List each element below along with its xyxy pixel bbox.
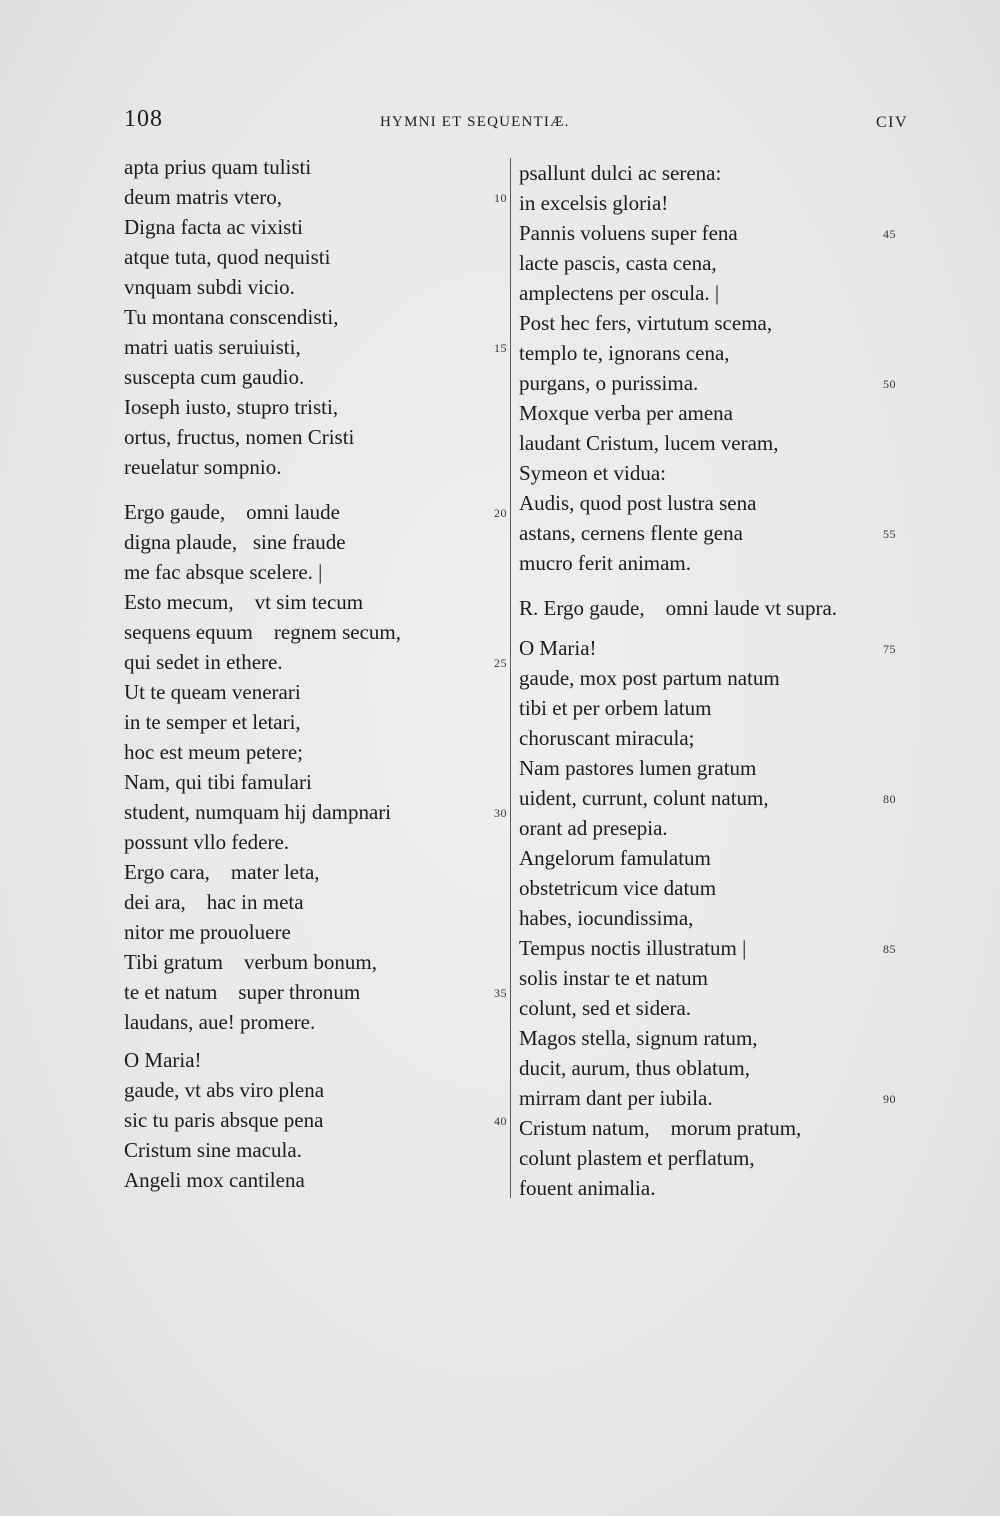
verse-line: Moxque verba per amena: [519, 401, 733, 425]
verse-line: orant ad presepia.: [519, 816, 668, 840]
verse-line: O Maria!: [124, 1048, 202, 1072]
verse-line: Tempus noctis illustratum |: [519, 936, 747, 960]
verse-line: Angelorum famulatum: [519, 846, 711, 870]
line-number: 85: [883, 942, 896, 956]
line-number: 80: [883, 792, 896, 806]
line-number: 45: [883, 227, 896, 241]
line-number: 35: [494, 986, 507, 1000]
verse-line: mirram dant per iubila.: [519, 1086, 713, 1110]
line-number: 30: [494, 806, 507, 820]
line-number: 55: [883, 527, 896, 541]
page-number: 108: [124, 106, 163, 132]
verse-line: laudant Cristum, lucem veram,: [519, 431, 779, 455]
verse-line: templo te, ignorans cena,: [519, 341, 730, 365]
verse-line: reuelatur sompnio.: [124, 455, 282, 479]
verse-line: apta prius quam tulisti: [124, 155, 312, 179]
verse-line: deum matris vtero,: [124, 185, 283, 209]
line-number: 50: [883, 377, 896, 391]
verse-line: digna plaude, sine fraude: [124, 530, 346, 554]
line-number: 15: [494, 341, 507, 355]
verse-line: sic tu paris absque pena: [124, 1108, 324, 1132]
verse-line: Ut te queam venerari: [124, 680, 301, 704]
verse-line: uident, currunt, colunt natum,: [519, 786, 769, 810]
verse-line: Ergo cara, mater leta,: [124, 860, 320, 884]
verse-line: astans, cernens flente gena: [519, 521, 743, 545]
verse-line: hoc est meum petere;: [124, 740, 304, 764]
verse-line: Tibi gratum verbum bonum,: [124, 950, 377, 974]
verse-line: fouent animalia.: [519, 1176, 656, 1200]
verse-line: sequens equum regnem secum,: [124, 620, 402, 644]
running-title: HYMNI ET SEQUENTIÆ.: [380, 114, 570, 130]
verse-line: ducit, aurum, thus oblatum,: [519, 1056, 750, 1080]
verse-line: qui sedet in ethere.: [124, 650, 283, 674]
line-number: 10: [494, 191, 507, 205]
verse-line: Pannis voluens super fena: [519, 221, 738, 245]
verse-line: dei ara, hac in meta: [124, 890, 304, 914]
verse-line: colunt plastem et perflatum,: [519, 1146, 755, 1170]
verse-line: atque tuta, quod nequisti: [124, 245, 331, 269]
verse-line: Angeli mox cantilena: [124, 1168, 305, 1192]
verse-line: obstetricum vice datum: [519, 876, 717, 900]
verse-line: R. Ergo gaude, omni laude vt supra.: [519, 596, 838, 620]
verse-line: gaude, mox post partum natum: [519, 666, 780, 690]
verse-line: Audis, quod post lustra sena: [519, 491, 757, 515]
verse-line: matri uatis seruiuisti,: [124, 335, 301, 359]
verse-line: gaude, vt abs viro plena: [124, 1078, 325, 1102]
verse-line: Cristum natum, morum pratum,: [519, 1116, 802, 1140]
line-number: 20: [494, 506, 507, 520]
verse-line: Magos stella, signum ratum,: [519, 1026, 758, 1050]
verse-line: mucro ferit animam.: [519, 551, 692, 575]
verse-line: Nam, qui tibi famulari: [124, 770, 312, 794]
verse-line: habes, iocundissima,: [519, 906, 694, 930]
section-number: CIV: [876, 114, 909, 131]
verse-line: Nam pastores lumen gratum: [519, 756, 757, 780]
verse-line: Symeon et vidua:: [519, 461, 666, 485]
line-number: 90: [883, 1092, 896, 1106]
verse-line: nitor me prouoluere: [124, 920, 291, 944]
verse-line: in excelsis gloria!: [519, 191, 669, 215]
verse-line: amplectens per oscula. |: [519, 281, 720, 305]
verse-line: O Maria!: [519, 636, 597, 660]
verse-line: ortus, fructus, nomen Cristi: [124, 425, 355, 449]
verse-line: solis instar te et natum: [519, 966, 708, 990]
verse-line: psallunt dulci ac serena:: [519, 161, 722, 185]
verse-line: Ioseph iusto, stupro tristi,: [124, 395, 339, 419]
verse-line: Esto mecum, vt sim tecum: [124, 590, 364, 614]
verse-line: tibi et per orbem latum: [519, 696, 712, 720]
verse-line: possunt vllo federe.: [124, 830, 290, 854]
verse-line: in te semper et letari,: [124, 710, 301, 734]
verse-line: Ergo gaude, omni laude: [124, 500, 340, 524]
line-number: 25: [494, 656, 507, 670]
verse-line: Digna facta ac vixisti: [124, 215, 304, 239]
verse-line: Cristum sine macula.: [124, 1138, 302, 1162]
verse-line: Tu montana conscendisti,: [124, 305, 339, 329]
page-header: [0, 104, 1000, 144]
verse-line: student, numquam hij dampnari: [124, 800, 392, 824]
verse-line: me fac absque scelere. |: [124, 560, 323, 584]
verse-line: vnquam subdi vicio.: [124, 275, 295, 299]
verse-line: lacte pascis, casta cena,: [519, 251, 717, 275]
verse-line: te et natum super thronum: [124, 980, 361, 1004]
line-number: 75: [883, 642, 896, 656]
verse-line: purgans, o purissima.: [519, 371, 699, 395]
verse-line: Post hec fers, virtutum scema,: [519, 311, 773, 335]
line-number: 40: [494, 1114, 507, 1128]
verse-line: colunt, sed et sidera.: [519, 996, 692, 1020]
verse-line: laudans, aue! promere.: [124, 1010, 316, 1034]
verse-line: suscepta cum gaudio.: [124, 365, 305, 389]
column-divider: [510, 158, 511, 1198]
verse-line: choruscant miracula;: [519, 726, 695, 750]
